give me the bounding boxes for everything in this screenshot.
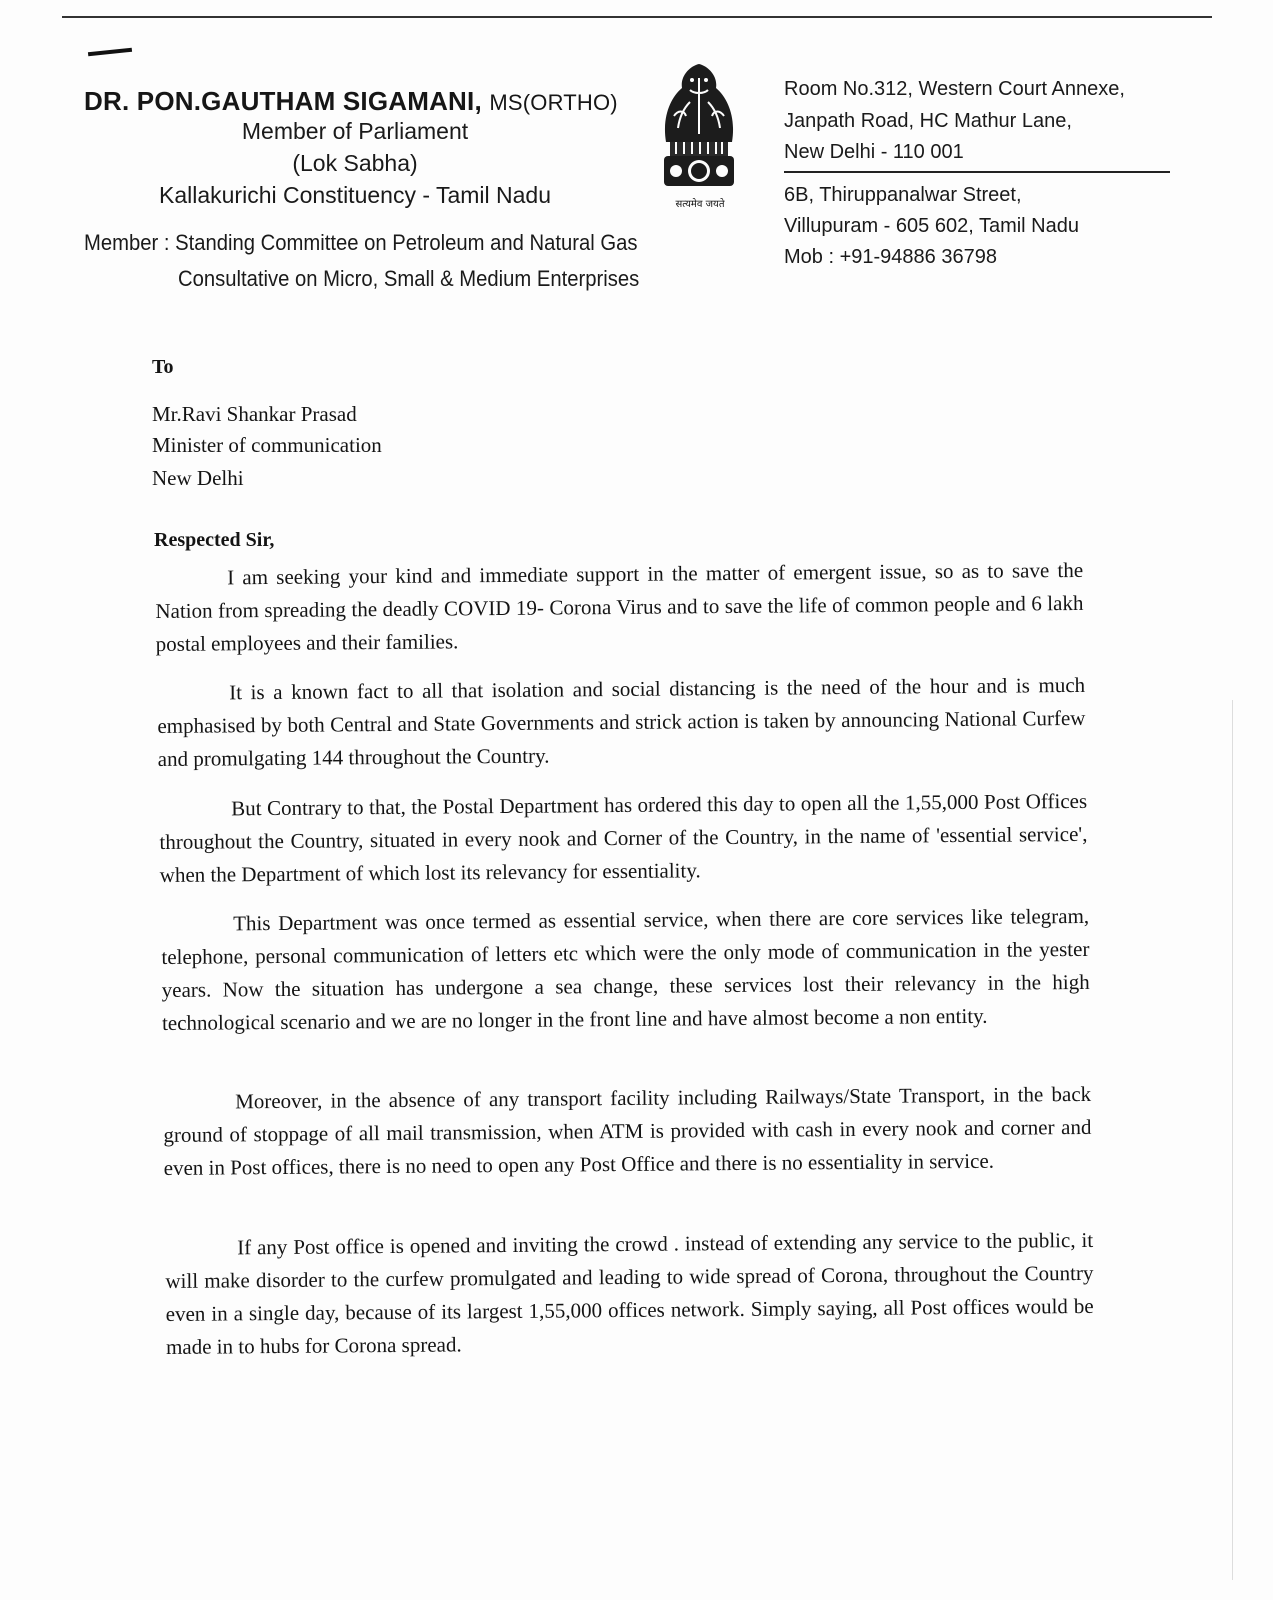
paragraph-5: Moreover, in the absence of any transport facility including Railways/State Transport, in the back ground of stoppage of all mail transmission, when ATM is provided with cash in every nook and corner and even in Post offices, there is no need to open any Post Office and there is no essentiality in service. [163,1081,1092,1180]
delhi-address-line-3: New Delhi - 110 001 [784,141,964,163]
mp-name-text: DR. PON.GAUTHAM SIGAMANI, [84,86,482,116]
scan-edge-line [62,16,1212,18]
mp-name [84,86,644,117]
recipient-location: New Delhi [152,466,244,490]
paragraph-1: I am seeking your kind and immediate support in the matter of emergent issue, so as to save the Nation from spreading the deadly COVID 19- Corona Virus and to save the life of common people and 6 lakh postal employees and their families. [155,557,1084,656]
paragraph-4: This Department was once termed as essential service, when there are core services like telegram, telephone, personal communication of letters etc which were the only mode of communication in the yester years. Now the situation has undergone a sea change, these services lost their relevancy in the high technological scenario and we are no longer in the front line and have almost become a non entity. [161,903,1090,1035]
scan-right-edge [1232,700,1233,1580]
delhi-address-line-1: Room No.312, Western Court Annexe, [784,78,1125,100]
local-address-line-2: Villupuram - 605 602, Tamil Nadu [784,215,1079,237]
national-emblem-icon [656,58,742,208]
mobile-number: Mob : +91-94886 36798 [784,246,997,268]
address-divider [784,171,1170,173]
recipient-name: Mr.Ravi Shankar Prasad [152,402,357,426]
designation: Member of Parliament [241,118,469,144]
paragraph-2: It is a known fact to all that isolation and social distancing is the need of the hour and is much emphasised by both Central and State Governments and strick action is taken by announcing National Curfew and promulgating 144 throughout the Country. [157,672,1086,771]
salutation: Respected Sir, [154,529,275,551]
emblem-motto: सत्यमेव जयते [675,199,725,210]
local-address-line-1: 6B, Thiruppanalwar Street, [784,184,1022,206]
to-label: To [152,356,174,378]
recipient-title: Minister of communication [152,433,382,457]
delhi-address-line-2: Janpath Road, HC Mathur Lane, [784,110,1072,132]
pen-mark [88,48,132,57]
house: (Lok Sabha) [292,150,418,176]
committee-membership: Member : Standing Committee on Petroleum and Natural Gas [84,230,638,255]
consultative-membership: Consultative on Micro, Small & Medium Enterprises [178,266,640,291]
constituency: Kallakurichi Constituency - Tamil Nadu [158,182,552,208]
mp-degree: MS(ORTHO) [489,90,618,115]
paragraph-3: But Contrary to that, the Postal Department has ordered this day to open all the 1,55,000 Post Offices throughout the Country, situated in every nook and Corner of the Country, in the name of 'essential service', when the Department of which lost its relevancy for essentiality. [159,788,1088,887]
paragraph-6: If any Post office is opened and inviting the crowd . instead of extending any service to the public, it will make disorder to the curfew promulgated and leading to wide spread of Corona, throughout the Country even in a single day, because of its largest 1,55,000 offices network. Simply saying, all Post offices would be made in to hubs for Corona spread. [165,1227,1094,1359]
